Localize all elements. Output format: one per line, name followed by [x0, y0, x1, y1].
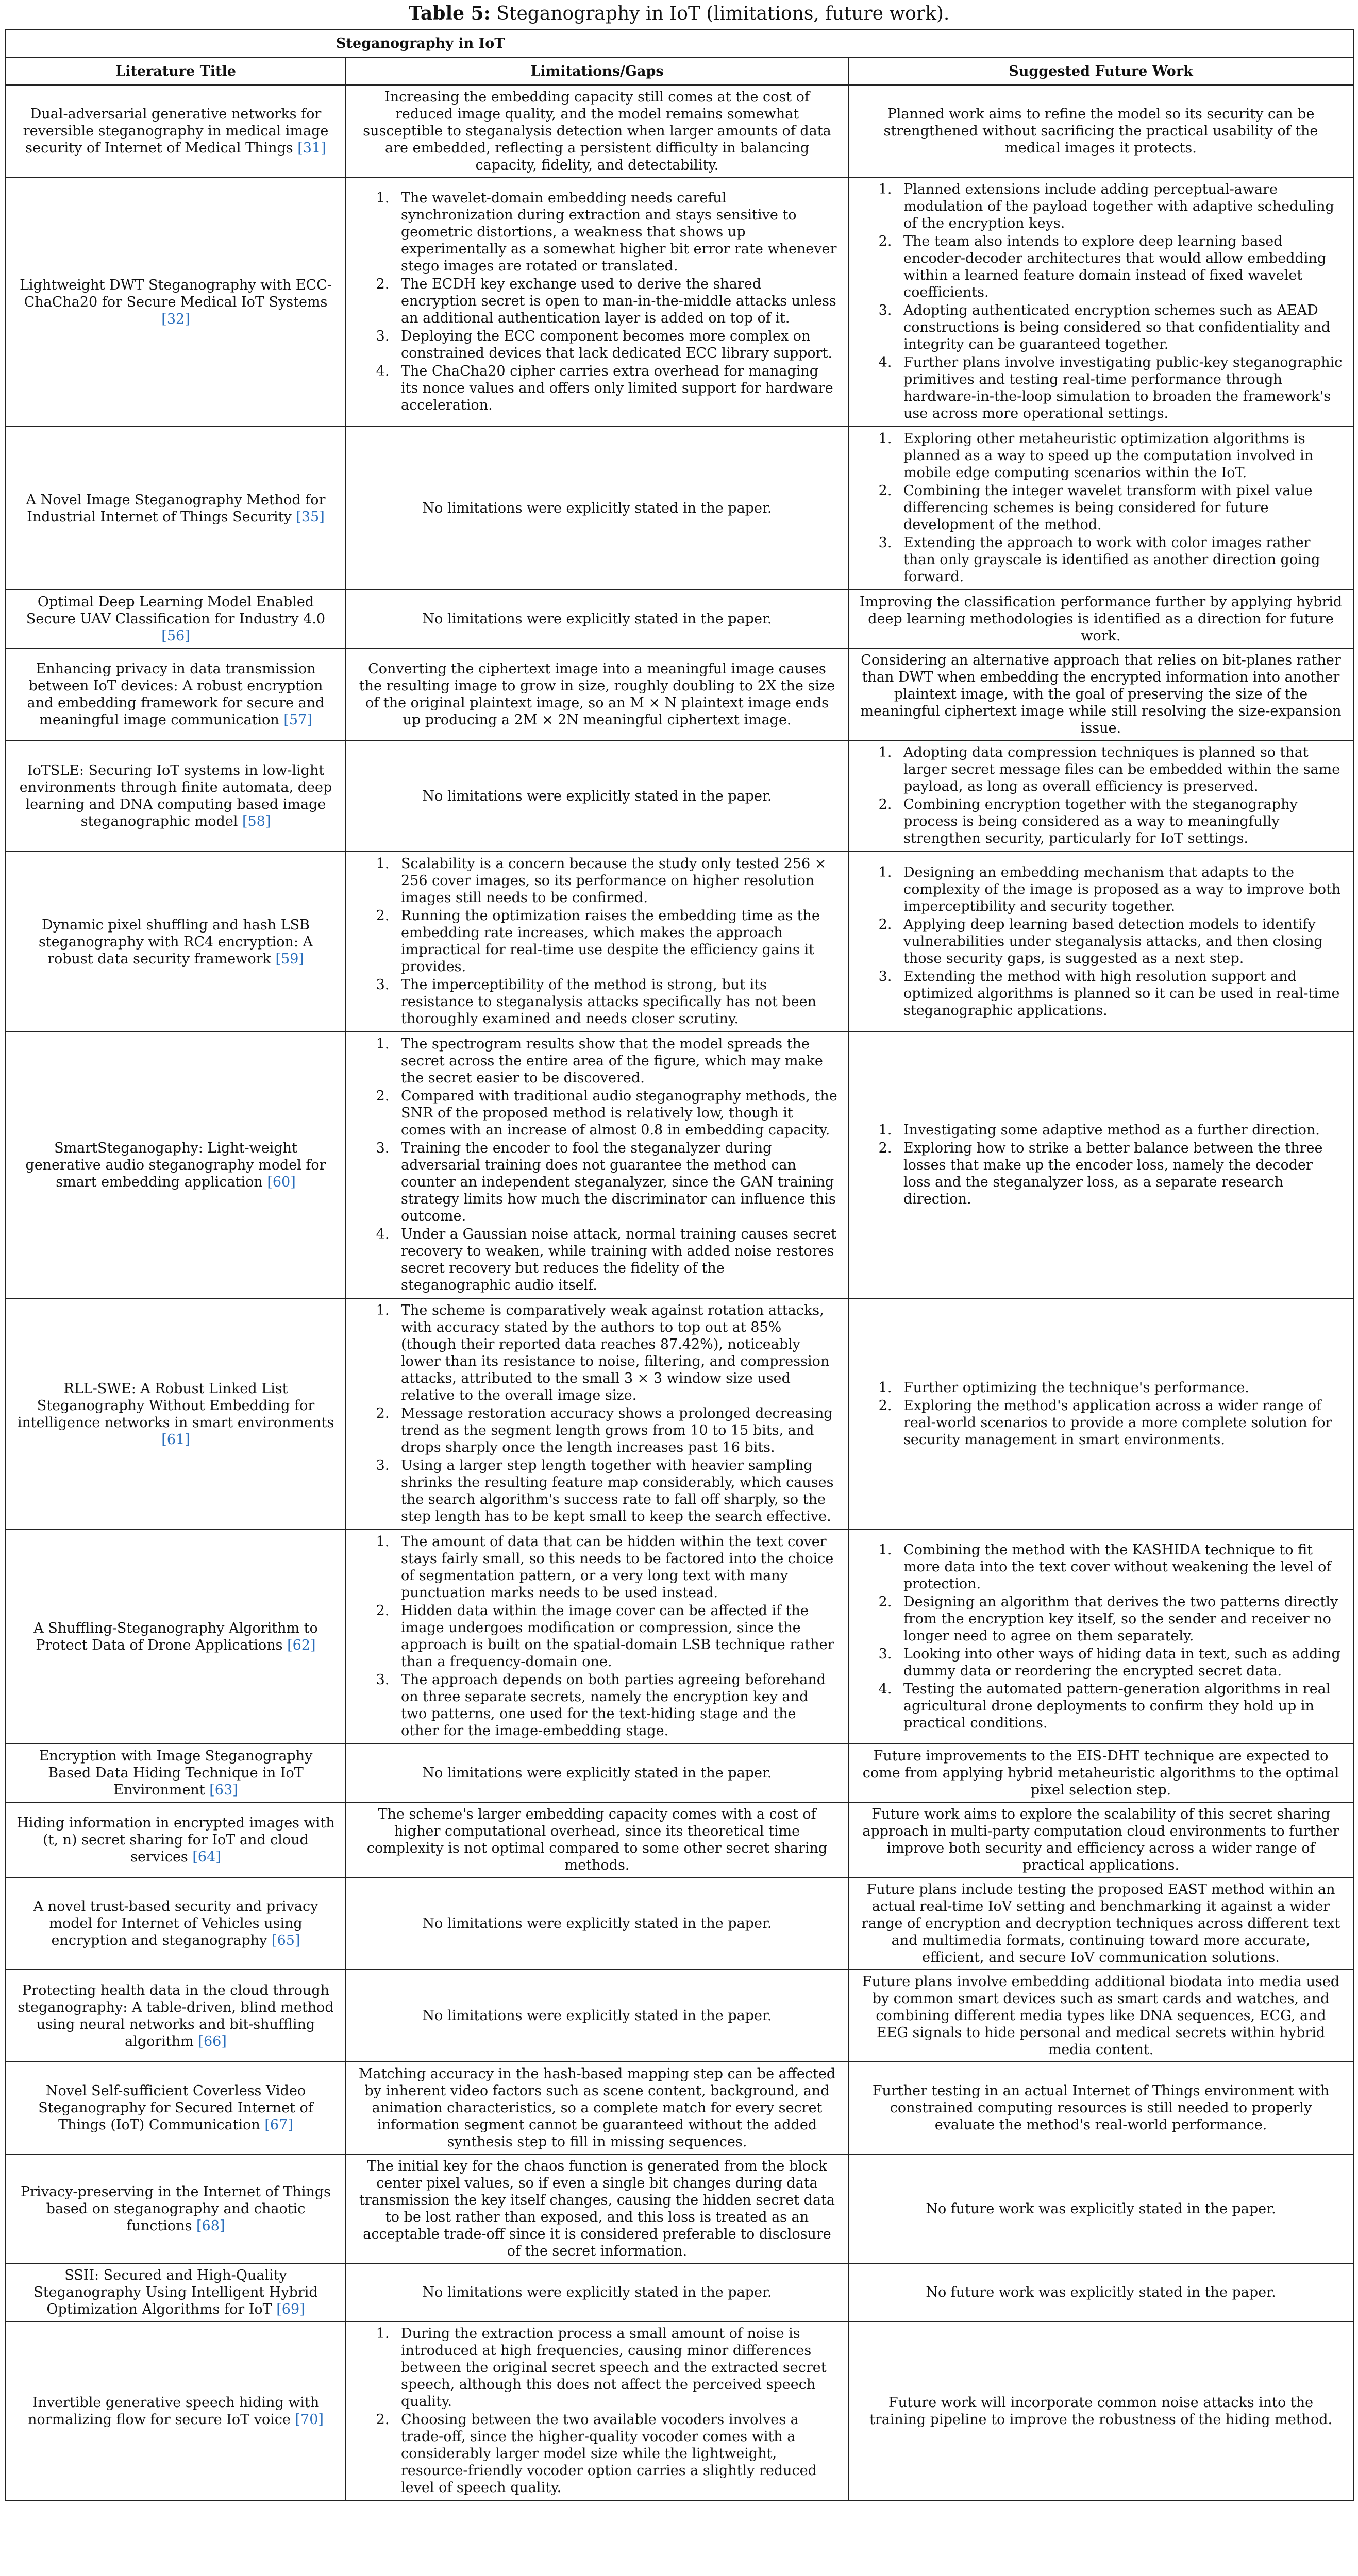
future-work-cell: Future plans include testing the proposed EAST method within an actual real-time IoV setting and benchmarking it against a wider range of encryption and decryption techniques across different text and multimedia formats, continuing toward more accurate, efficient, and secure IoV communication solutions.: [848, 1877, 1353, 1970]
citation-link[interactable]: [67]: [264, 2117, 293, 2133]
list-item: 3. The approach depends on both parties agreeing beforehand on three separate secrets, namely the encryption key and two patterns, one used for the text-hiding stage and the other for the image-embedding stage.: [394, 1671, 837, 1739]
limitations-cell: The initial key for the chaos function is generated from the block center pixel values, so if even a single bit changes during data transmission the key itself changes, causing the hidden secret data to be lost rather than exposed, and this loss is treated as an acceptable trade-off since it is considered preferable to disclosure of the secret information.: [346, 2154, 848, 2263]
list-item: 3. Adopting authenticated encryption schemes such as AEAD constructions is being considered so that confidentiality and integrity can be guaranteed together.: [896, 302, 1343, 353]
list-item: 1. The scheme is comparatively weak against rotation attacks, with accuracy stated by the authors to top out at 85% (though their reported data reaches 87.42%), noticeably lower than its resistance to noise, filtering, and compression attacks, attributed to the small 3 × 3 window size used relative to the overall image size.: [394, 1302, 837, 1404]
limitations-list: [357, 190, 837, 414]
citation-link[interactable]: [59]: [275, 951, 304, 967]
section-title: Steganography in IoT: [6, 29, 1353, 57]
literature-title-cell: [6, 1530, 346, 1744]
literature-title: Protecting health data in the cloud through steganography: A table-driven, blind method using neural networks and bit-shuffling algorithm: [18, 1982, 334, 2049]
list-item: 1. Investigating some adaptive method as a further direction.: [896, 1122, 1343, 1139]
future-work-cell: Further testing in an actual Internet of Things environment with constrained computing resources is still needed to properly evaluate the method's real-world performance.: [848, 2062, 1353, 2154]
limitations-cell: No limitations were explicitly stated in the paper.: [346, 2263, 848, 2321]
future-work-cell: [848, 740, 1353, 852]
list-item: 3. Training the encoder to fool the steganalyzer during adversarial training does not guarantee the method can counter an independent steganalyzer, since the GAN training strategy limits how much the discriminator can influence this outcome.: [394, 1140, 837, 1225]
future-work-cell: Considering an alternative approach that relies on bit-planes rather than DWT when embedding the encrypted information into another plaintext image, with the goal of preserving the size of the meaningful ciphertext image while still resolving the size-expansion issue.: [848, 648, 1353, 740]
header-row: [6, 57, 1353, 85]
table-row: [6, 85, 1353, 177]
literature-title-cell: [6, 852, 346, 1032]
list-item: 4. The ChaCha20 cipher carries extra overhead for managing its nonce values and offers only limited support for hardware acceleration.: [394, 363, 837, 414]
literature-title-cell: [6, 2321, 346, 2501]
literature-title-cell: [6, 590, 346, 648]
literature-title: Dual-adversarial generative networks for reversible steganography in medical image security of Internet of Medical Things: [23, 106, 329, 156]
list-item: 2. Combining encryption together with the steganography process is being considered as a way to meaningfully strengthen security, particularly for IoT settings.: [896, 796, 1343, 847]
table-row: [6, 1970, 1353, 2062]
literature-title: SmartSteganogaphy: Light-weight generative audio steganography model for smart embedding application: [25, 1140, 326, 1190]
header-future-work: Suggested Future Work: [848, 57, 1353, 85]
limitations-cell: No limitations were explicitly stated in the paper.: [346, 1744, 848, 1802]
literature-title-cell: [6, 2263, 346, 2321]
future-work-cell: No future work was explicitly stated in the paper.: [848, 2154, 1353, 2263]
table-row: [6, 2263, 1353, 2321]
limitations-cell: [346, 1032, 848, 1298]
literature-title: A Novel Image Steganography Method for Industrial Internet of Things Security: [26, 492, 326, 525]
literature-title-cell: [6, 427, 346, 590]
table-row: [6, 177, 1353, 427]
future-work-cell: Future plans involve embedding additional biodata into media used by common smart devices such as smart cards and watches, and combining different media types like DNA sequences, ECG, and EEG signals to hide personal and medical secrets within hybrid media content.: [848, 1970, 1353, 2062]
table-row: [6, 427, 1353, 590]
future-work-cell: [848, 427, 1353, 590]
limitations-cell: No limitations were explicitly stated in the paper.: [346, 590, 848, 648]
list-item: 2. Running the optimization raises the embedding time as the embedding rate increases, which makes the approach impractical for real-time use despite the efficiency gains it provides.: [394, 907, 837, 975]
limitations-cell: Converting the ciphertext image into a meaningful image causes the resulting image to grow in size, roughly doubling to 2X the size of the original plaintext image, so an M × N plaintext image ends up producing a 2M × 2N meaningful ciphertext image.: [346, 648, 848, 740]
limitations-cell: Increasing the embedding capacity still comes at the cost of reduced image quality, and the model remains somewhat susceptible to steganalysis detection when larger amounts of data are embedded, reflecting a persistent difficulty in balancing capacity, fidelity, and detectability.: [346, 85, 848, 177]
list-item: 2. Exploring how to strike a better balance between the three losses that make up the encoder loss, namely the decoder loss and the steganalyzer loss, as a separate research direction.: [896, 1140, 1343, 1208]
future-work-list: [859, 430, 1343, 585]
limitations-list: [357, 2325, 837, 2496]
literature-title-cell: [6, 2154, 346, 2263]
literature-title: Dynamic pixel shuffling and hash LSB steganography with RC4 encryption: A robust data security framework: [38, 917, 313, 967]
list-item: 1. Designing an embedding mechanism that adapts to the complexity of the image is proposed as a way to improve both imperceptibility and security together.: [896, 864, 1343, 915]
citation-link[interactable]: [35]: [296, 509, 325, 525]
header-limitations: Limitations/Gaps: [346, 57, 848, 85]
literature-title-cell: [6, 2062, 346, 2154]
list-item: 2. Combining the integer wavelet transform with pixel value differencing schemes is being considered for future development of the method.: [896, 482, 1343, 533]
future-work-list: [859, 744, 1343, 847]
list-item: 2. Choosing between the two available vocoders involves a trade-off, since the higher-quality vocoder comes with a considerably larger model size while the lightweight, resource-friendly vocoder option carries a slightly reduced level of speech quality.: [394, 2411, 837, 2496]
literature-title-cell: [6, 740, 346, 852]
literature-title: RLL-SWE: A Robust Linked List Steganography Without Embedding for intelligence networks in smart environments: [17, 1380, 334, 1431]
limitations-list: [357, 855, 837, 1027]
list-item: 2. Hidden data within the image cover can be affected if the image undergoes modification or compression, since the approach is built on the spatial-domain LSB technique rather than a frequency-domain one.: [394, 1602, 837, 1670]
table-row: [6, 648, 1353, 740]
limitations-cell: [346, 2321, 848, 2501]
limitations-cell: [346, 1530, 848, 1744]
literature-title-cell: [6, 1970, 346, 2062]
table-row: [6, 1032, 1353, 1298]
citation-link[interactable]: [62]: [287, 1637, 316, 1653]
table-row: [6, 2321, 1353, 2501]
literature-title-cell: [6, 1877, 346, 1970]
future-work-list: [859, 181, 1343, 422]
literature-table: [5, 29, 1354, 2501]
literature-title: A novel trust-based security and privacy model for Internet of Vehicles using encryption and steganography: [33, 1899, 318, 1948]
citation-link[interactable]: [61]: [161, 1431, 190, 1448]
citation-link[interactable]: [70]: [295, 2412, 324, 2428]
list-item: 2. Designing an algorithm that derives the two patterns directly from the encryption key itself, so the sender and receiver no longer need to agree on them separately.: [896, 1594, 1343, 1645]
list-item: 3. The imperceptibility of the method is strong, but its resistance to steganalysis attacks specifically has not been thoroughly examined and needs closer scrutiny.: [394, 976, 837, 1027]
list-item: 4. Under a Gaussian noise attack, normal training causes secret recovery to weaken, while training with added noise restores secret recovery but reduces the fidelity of the steganographic audio itself.: [394, 1226, 837, 1294]
limitations-cell: No limitations were explicitly stated in the paper.: [346, 740, 848, 852]
limitations-cell: Matching accuracy in the hash-based mapping step can be affected by inherent video factors such as scene content, background, and animation characteristics, so a complete match for every secret information segment cannot be guaranteed without the added synthesis step to fill in missing sequences.: [346, 2062, 848, 2154]
list-item: 3. Extending the method with high resolution support and optimized algorithms is planned so it can be used in real-time steganographic applications.: [896, 968, 1343, 1019]
literature-title: Encryption with Image Steganography Based Data Hiding Technique in IoT Environment: [39, 1748, 313, 1798]
literature-title: Invertible generative speech hiding with normalizing flow for secure IoT voice: [28, 2395, 320, 2428]
future-work-cell: Future work aims to explore the scalability of this secret sharing approach in multi-party computation cloud environments to further improve both security and efficiency across a wider range of practical applications.: [848, 1802, 1353, 1877]
citation-link[interactable]: [32]: [161, 311, 190, 327]
list-item: 2. The ECDH key exchange used to derive the shared encryption secret is open to man-in-the-middle attacks unless an additional authentication layer is added on top of it.: [394, 276, 837, 327]
future-work-list: [859, 1122, 1343, 1208]
future-work-list: [859, 1541, 1343, 1732]
list-item: 1. Exploring other metaheuristic optimization algorithms is planned as a way to speed up the computation involved in mobile edge computing scenarios within the IoT.: [896, 430, 1343, 481]
table-row: [6, 852, 1353, 1032]
future-work-list: [859, 864, 1343, 1019]
list-item: 1. Further optimizing the technique's performance.: [896, 1379, 1343, 1396]
list-item: 1. During the extraction process a small amount of noise is introduced at high frequencies, causing minor differences between the original secret speech and the extracted secret speech, although this does not affect the perceived speech quality.: [394, 2325, 837, 2410]
header-literature-title: Literature Title: [6, 57, 346, 85]
literature-title: Privacy-preserving in the Internet of Things based on steganography and chaotic functions: [20, 2183, 331, 2234]
list-item: 4. Testing the automated pattern-generation algorithms in real agricultural drone deployments to confirm they hold up in practical conditions.: [896, 1681, 1343, 1732]
citation-link[interactable]: [60]: [267, 1174, 296, 1190]
citation-link[interactable]: [66]: [198, 2033, 227, 2049]
table-caption: [0, 0, 1358, 29]
list-item: 3. Extending the approach to work with color images rather than only grayscale is identified as another direction going forward.: [896, 534, 1343, 585]
table-row: [6, 1744, 1353, 1802]
list-item: 2. Applying deep learning based detection models to identify vulnerabilities under steganalysis attacks, and then closing those security gaps, is suggested as a next step.: [896, 916, 1343, 967]
future-work-cell: No future work was explicitly stated in the paper.: [848, 2263, 1353, 2321]
literature-title: Enhancing privacy in data transmission between IoT devices: A robust encryption and embedding framework for secure and meaningful image communication: [27, 660, 325, 728]
list-item: 2. The team also intends to explore deep learning based encoder-decoder architectures that would allow embedding within a learned feature domain instead of fixed wavelet coefficients.: [896, 233, 1343, 301]
literature-title: Optimal Deep Learning Model Enabled Secure UAV Classification for Industry 4.0: [26, 594, 326, 627]
future-work-cell: [848, 1032, 1353, 1298]
list-item: 1. The spectrogram results show that the model spreads the secret across the entire area of the figure, which may make the secret easier to be discovered.: [394, 1036, 837, 1087]
table-row: [6, 1298, 1353, 1530]
list-item: 1. Scalability is a concern because the study only tested 256 × 256 cover images, so its performance on higher resolution images still needs to be confirmed.: [394, 855, 837, 906]
list-item: 2. Compared with traditional audio steganography methods, the SNR of the proposed method is relatively low, though it comes with an increase of almost 0.8 in embedding capacity.: [394, 1088, 837, 1139]
limitations-cell: [346, 1298, 848, 1530]
literature-title-cell: [6, 1032, 346, 1298]
limitations-list: [357, 1533, 837, 1739]
list-item: 1. The wavelet-domain embedding needs careful synchronization during extraction and stays sensitive to geometric distortions, a weakness that shows up experimentally as a somewhat higher bit error rate whenever stego images are rotated or translated.: [394, 190, 837, 275]
limitations-list: [357, 1036, 837, 1294]
citation-link[interactable]: [63]: [209, 1782, 238, 1798]
limitations-list: [357, 1302, 837, 1525]
caption-text: Steganography in IoT (limitations, future work).: [496, 3, 950, 24]
future-work-cell: [848, 1298, 1353, 1530]
table-row: [6, 2154, 1353, 2263]
table-row: [6, 1802, 1353, 1877]
literature-title-cell: [6, 1802, 346, 1877]
citation-link[interactable]: [31]: [297, 140, 326, 156]
limitations-cell: No limitations were explicitly stated in the paper.: [346, 1877, 848, 1970]
limitations-cell: No limitations were explicitly stated in the paper.: [346, 1970, 848, 2062]
list-item: 2. Message restoration accuracy shows a prolonged decreasing trend as the segment length grows from 10 to 15 bits, and drops sharply once the length increases past 16 bits.: [394, 1405, 837, 1456]
limitations-cell: [346, 852, 848, 1032]
future-work-cell: Improving the classification performance further by applying hybrid deep learning methodologies is identified as a direction for future work.: [848, 590, 1353, 648]
citation-link[interactable]: [58]: [242, 814, 271, 829]
future-work-cell: Planned work aims to refine the model so its security can be strengthened without sacrificing the practical usability of the medical images it protects.: [848, 85, 1353, 177]
table-body: [6, 85, 1353, 2501]
caption-label: Table 5:: [408, 3, 491, 24]
future-work-cell: [848, 1530, 1353, 1744]
future-work-cell: [848, 852, 1353, 1032]
literature-title: Hiding information in encrypted images with (t, n) secret sharing for IoT and cloud services: [16, 1815, 335, 1865]
table-row: [6, 2062, 1353, 2154]
table-row: [6, 590, 1353, 648]
literature-title-cell: [6, 1744, 346, 1802]
limitations-cell: The scheme's larger embedding capacity comes with a cost of higher computational overhead, since its theoretical time complexity is not optimal compared to some other secret sharing methods.: [346, 1802, 848, 1877]
future-work-cell: Future work will incorporate common noise attacks into the training pipeline to improve the robustness of the hiding method.: [848, 2321, 1353, 2501]
list-item: 1. Planned extensions include adding perceptual-aware modulation of the payload together with adaptive scheduling of the encryption keys.: [896, 181, 1343, 232]
table-row: [6, 740, 1353, 852]
citation-link[interactable]: [57]: [283, 711, 312, 728]
literature-title-cell: [6, 85, 346, 177]
literature-title-cell: [6, 1298, 346, 1530]
literature-title-cell: [6, 648, 346, 740]
list-item: 4. Further plans involve investigating public-key steganographic primitives and testing real-time performance through hardware-in-the-loop simulation to broaden the framework's use across more operational settings.: [896, 354, 1343, 422]
literature-title: Novel Self-sufficient Coverless Video Steganography for Secured Internet of Things (IoT) Communication: [38, 2083, 313, 2133]
limitations-cell: [346, 177, 848, 427]
list-item: 3. Deploying the ECC component becomes more complex on constrained devices that lack dedicated ECC library support.: [394, 328, 837, 362]
citation-link[interactable]: [68]: [196, 2217, 225, 2234]
list-item: 1. The amount of data that can be hidden within the text cover stays fairly small, so this needs to be factored into the choice of segmentation pattern, or a very long text with many punctuation marks needs to be used instead.: [394, 1533, 837, 1601]
list-item: 2. Exploring the method's application across a wider range of real-world scenarios to provide a more complete solution for security management in smart environments.: [896, 1397, 1343, 1448]
citation-link[interactable]: [65]: [272, 1933, 300, 1948]
citation-link[interactable]: [64]: [192, 1849, 221, 1865]
list-item: 3. Using a larger step length together with heavier sampling shrinks the resulting feature map considerably, which causes the search algorithm's success rate to fall off sharply, so the step length has to be kept small to keep the search effective.: [394, 1457, 837, 1525]
future-work-cell: Future improvements to the EIS-DHT technique are expected to come from applying hybrid metaheuristic algorithms to the optimal pixel selection step.: [848, 1744, 1353, 1802]
future-work-list: [859, 1379, 1343, 1448]
literature-title: A Shuffling-Steganography Algorithm to Protect Data of Drone Applications: [33, 1620, 318, 1653]
citation-link[interactable]: [56]: [161, 628, 190, 644]
literature-title: Lightweight DWT Steganography with ECC-ChaCha20 for Secure Medical IoT Systems: [20, 277, 332, 310]
list-item: 1. Adopting data compression techniques is planned so that larger secret message files can be embedded within the same payload, as long as overall efficiency is preserved.: [896, 744, 1343, 795]
list-item: 3. Looking into other ways of hiding data in text, such as adding dummy data or reordering the encrypted secret data.: [896, 1646, 1343, 1680]
list-item: 1. Combining the method with the KASHIDA technique to fit more data into the text cover without weakening the level of protection.: [896, 1541, 1343, 1592]
literature-title: IoTSLE: Securing IoT systems in low-light environments through finite automata, deep learning and DNA computing based image steganographic model: [19, 762, 332, 829]
literature-title: SSII: Secured and High-Quality Steganography Using Intelligent Hybrid Optimization Algorithms for IoT: [33, 2267, 318, 2317]
table-row: [6, 1877, 1353, 1970]
future-work-cell: [848, 177, 1353, 427]
limitations-cell: No limitations were explicitly stated in the paper.: [346, 427, 848, 590]
citation-link[interactable]: [69]: [276, 2301, 305, 2317]
section-row: [6, 29, 1353, 57]
literature-title-cell: [6, 177, 346, 427]
table-row: [6, 1530, 1353, 1744]
